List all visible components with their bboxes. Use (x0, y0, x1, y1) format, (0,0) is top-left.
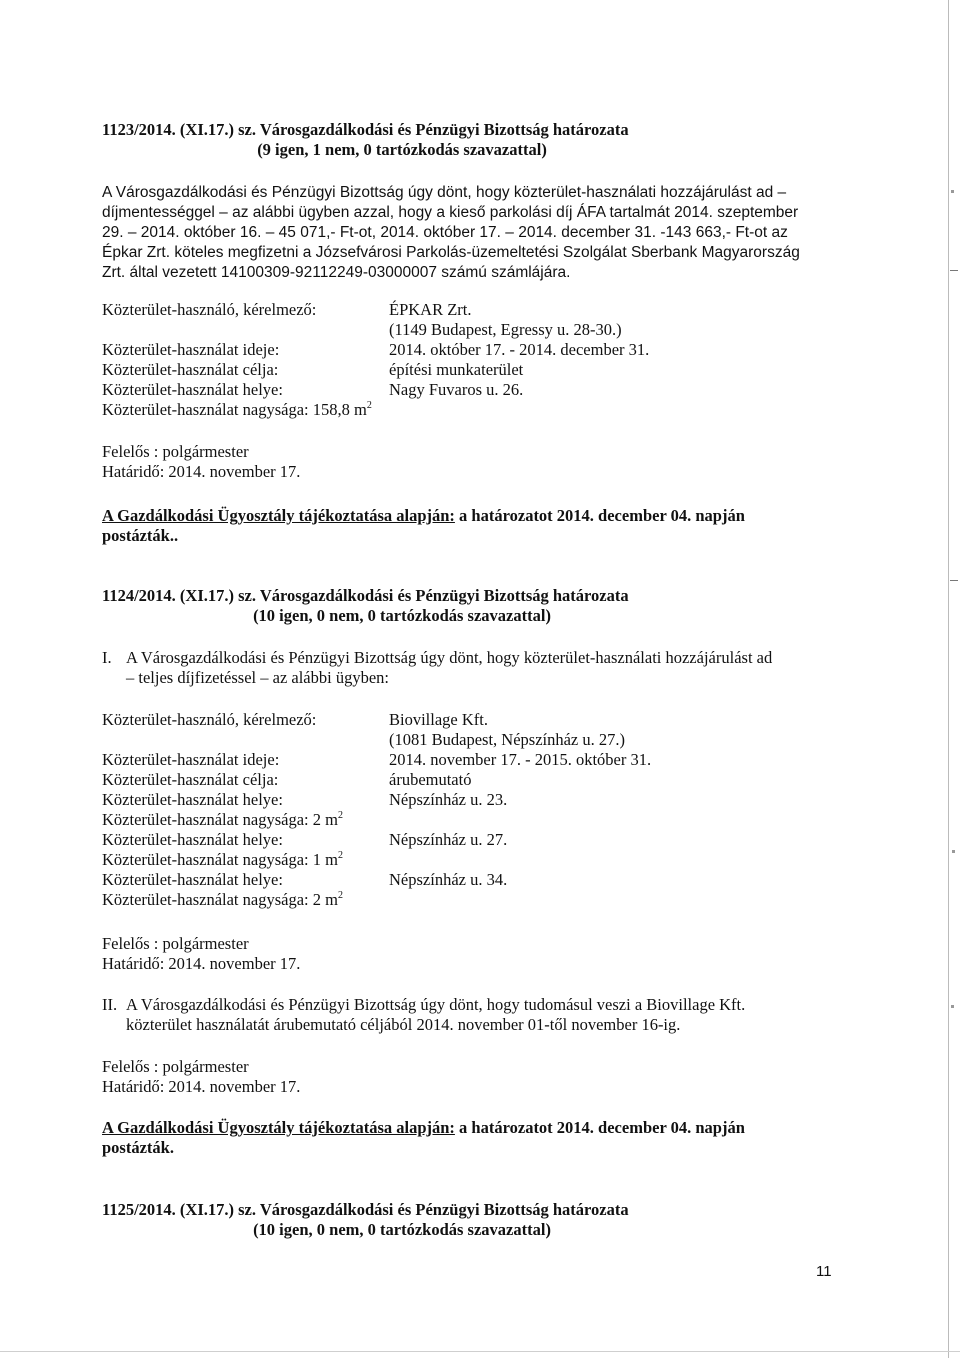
resolution-1123-body (102, 183, 842, 283)
note-text: a határozatot 2014. december 04. napján (454, 506, 745, 525)
body-line: díjmentességgel – az alábbi ügyben azzal, hogy a kieső parkolási díj ÁFA tartalmát 2014. szeptember (102, 204, 799, 221)
part-line: – teljes díjfizetéssel – az alábbi ügyben: (126, 668, 389, 687)
purpose-label: Közterület-használat célja: (102, 360, 279, 379)
place-value: Népszínház u. 27. (389, 830, 508, 849)
resolution-1124-details (102, 710, 842, 910)
part-number: II. (102, 995, 118, 1014)
resolution-1123-details (102, 300, 842, 420)
body-line: 29. – 2014. október 16. – 45 071,- Ft-ot, 2014. október 17. – 2014. december 31. -143 663,- Ft-ot az (102, 224, 788, 241)
note-text: a határozatot 2014. december 04. napján (454, 1118, 745, 1137)
deadline-line: Határidő: 2014. november 17. (102, 954, 301, 973)
purpose-value: építési munkaterület (389, 360, 524, 379)
resolution-1124-part2 (102, 995, 842, 1035)
body-line: Zrt. által vezetett 14100309-92112249-03000007 számú számlájára. (102, 264, 571, 281)
part-number: I. (102, 648, 112, 667)
part-line: A Városgazdálkodási és Pénzügyi Bizottság úgy dönt, hogy közterület-használati hozzájárulást ad (126, 648, 773, 667)
period-value: 2014. október 17. - 2014. december 31. (389, 340, 650, 359)
applicant-label: Közterület-használó, kérelmező: (102, 710, 317, 729)
superscript: 2 (337, 810, 343, 821)
scan-bottom-edge (0, 1351, 960, 1352)
purpose-value: árubemutató (389, 770, 472, 789)
resolution-1123-heading (102, 120, 842, 160)
resolution-1123-postal-note (102, 506, 842, 546)
vote-line: (10 igen, 0 nem, 0 tartózkodás szavazattal) (253, 1220, 551, 1239)
resolution-1124-postal-note (102, 1118, 842, 1158)
note-line2: postázták. (102, 1138, 174, 1157)
part-line: közterület használatát árubemutató céljából 2014. november 01-től november 16-ig. (126, 1015, 681, 1034)
place-value: Népszínház u. 34. (389, 870, 508, 889)
resolution-1124-responsibility-1 (102, 934, 842, 974)
period-label: Közterület-használat ideje: (102, 750, 280, 769)
body-line: Épkar Zrt. köteles megfizetni a Józsefvárosi Parkolás-üzemeltetési Szolgálat Sberbank Magyarország (102, 244, 800, 261)
resolution-title: Városgazdálkodási és Pénzügyi Bizottság határozata (259, 586, 629, 605)
superscript: 2 (337, 890, 343, 901)
period-label: Közterület-használat ideje: (102, 340, 280, 359)
resolution-1124-part1 (102, 648, 842, 688)
resolution-number: 1123/2014. (XI.17.) sz. (102, 120, 256, 139)
place-label: Közterület-használat helye: (102, 790, 283, 809)
deadline-line: Határidő: 2014. november 17. (102, 462, 301, 481)
note-underlined: A Gazdálkodási Ügyosztály tájékoztatása alapján: (102, 506, 455, 525)
place-label: Közterület-használat helye: (102, 380, 283, 399)
resolution-1125-heading (102, 1200, 842, 1240)
page-number: 11 (816, 1263, 832, 1280)
superscript: 2 (366, 400, 372, 411)
deadline-line: Határidő: 2014. november 17. (102, 1077, 301, 1096)
body-line: A Városgazdálkodási és Pénzügyi Bizottság úgy dönt, hogy közterület-használati hozzájárulást ad – (102, 184, 787, 201)
responsible-line: Felelős : polgármester (102, 1057, 249, 1076)
resolution-number: 1124/2014. (XI.17.) sz. (102, 586, 256, 605)
applicant-label: Közterület-használó, kérelmező: (102, 300, 317, 319)
responsible-line: Felelős : polgármester (102, 442, 249, 461)
address-value: (1081 Budapest, Népszínház u. 27.) (389, 730, 625, 749)
resolution-1124-responsibility-2 (102, 1057, 842, 1097)
resolution-title: Városgazdálkodási és Pénzügyi Bizottság határozata (259, 1200, 629, 1219)
purpose-label: Közterület-használat célja: (102, 770, 279, 789)
address-value: (1149 Budapest, Egressy u. 28-30.) (389, 320, 622, 339)
applicant-value: ÉPKAR Zrt. (389, 300, 472, 319)
vote-line: (9 igen, 1 nem, 0 tartózkodás szavazattal) (257, 140, 547, 159)
superscript: 2 (337, 850, 343, 861)
place-label: Közterület-használat helye: (102, 830, 283, 849)
size-label: Közterület-használat nagysága: 2 $m^2$ (102, 890, 343, 909)
resolution-1124-heading (102, 586, 842, 626)
vote-line: (10 igen, 0 nem, 0 tartózkodás szavazattal) (253, 606, 551, 625)
resolution-1123-responsibility (102, 442, 842, 482)
resolution-number: 1125/2014. (XI.17.) sz. (102, 1200, 256, 1219)
note-line2: postázták.. (102, 526, 179, 545)
responsible-line: Felelős : polgármester (102, 934, 249, 953)
resolution-title: Városgazdálkodási és Pénzügyi Bizottság határozata (259, 120, 629, 139)
size-label: Közterület-használat nagysága: 158,8 $m^2$ (102, 400, 372, 419)
period-value: 2014. november 17. - 2015. október 31. (389, 750, 652, 769)
note-underlined: A Gazdálkodási Ügyosztály tájékoztatása alapján: (102, 1118, 455, 1137)
size-label: Közterület-használat nagysága: 2 $m^2$ (102, 810, 343, 829)
scan-edge (942, 0, 960, 1358)
place-label: Közterület-használat helye: (102, 870, 283, 889)
size-label: Közterület-használat nagysága: 1 $m^2$ (102, 850, 343, 869)
place-value: Népszínház u. 23. (389, 790, 508, 809)
applicant-value: Biovillage Kft. (389, 710, 488, 729)
part-line: A Városgazdálkodási és Pénzügyi Bizottság úgy dönt, hogy tudomásul veszi a Biovillage Kft. (126, 995, 746, 1014)
place-value: Nagy Fuvaros u. 26. (389, 380, 524, 399)
